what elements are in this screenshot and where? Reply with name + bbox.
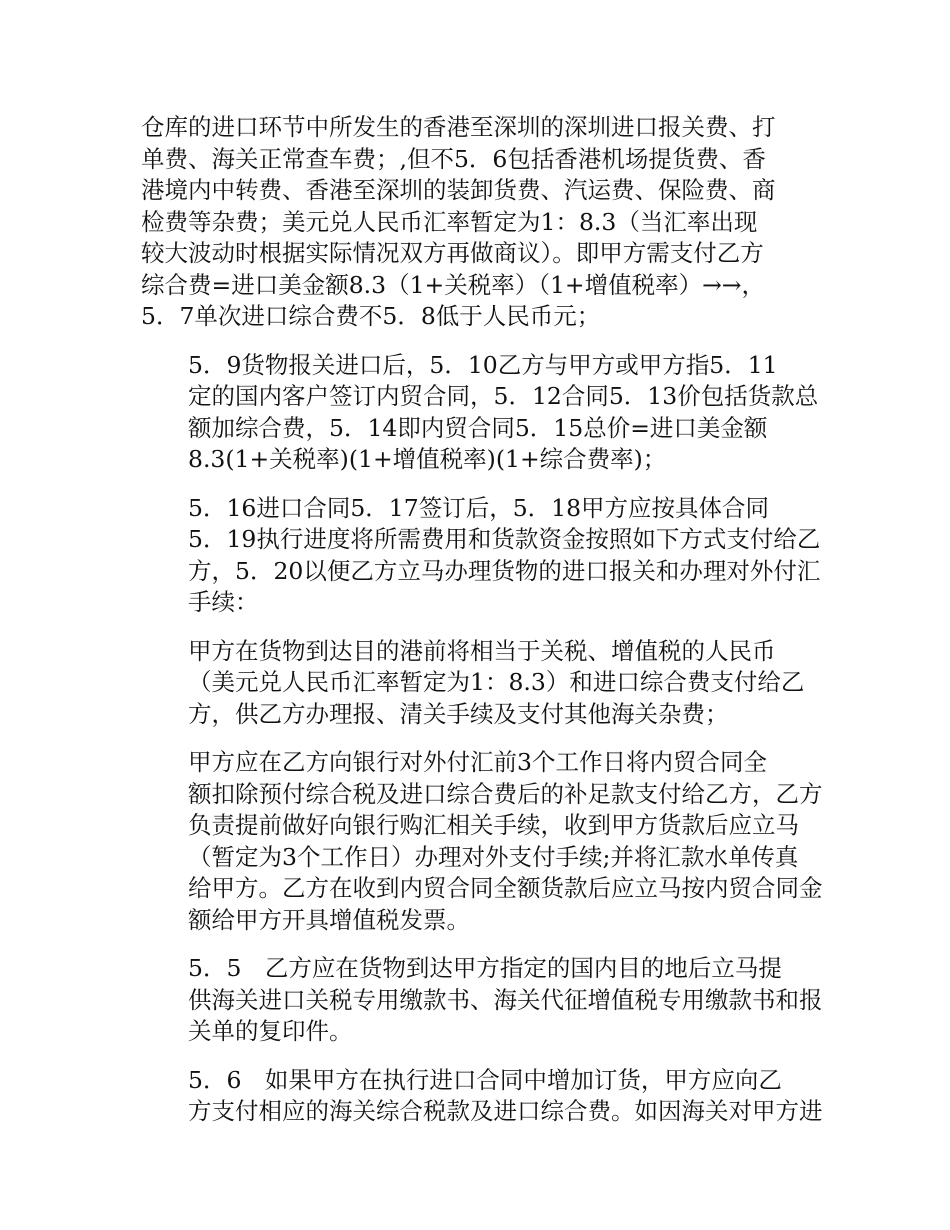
text-line: 5．6 如果甲方在执行进口合同中增加订货，甲方应向乙 xyxy=(188,1065,782,1094)
text-line: 港境内中转费、香港至深圳的装卸货费、汽运费、保险费、商 xyxy=(141,176,776,204)
text-line: （暂定为3个工作日）办理对外支付手续;并将汇款水单传真 xyxy=(188,842,799,871)
text-line: 定的国内客户签订内贸合同，5．12合同5．13价包括货款总 xyxy=(188,382,819,410)
text-line: 供海关进口关税专用缴款书、海关代征增值税专用缴款书和报 xyxy=(188,985,823,1014)
text-line: 手续： xyxy=(188,588,259,616)
text-line: 8.3(1+关税率)(1+增值税率)(1+综合费率)； xyxy=(188,445,667,473)
text-line: 综合费=进口美金额8.3（1+关税率）（1+增值税率）→→， xyxy=(141,270,765,299)
text-line: 额加综合费，5．14即内贸合同5．15总价=进口美金额 xyxy=(188,413,768,442)
text-line: 额扣除预付综合税及进口综合费后的补足款支付给乙方，乙方 xyxy=(188,779,823,808)
text-line: 仓库的进口环节中所发生的香港至深圳的深圳进口报关费、打 xyxy=(141,113,776,141)
text-line: 5．16进口合同5．17签订后，5．18甲方应按具体合同 xyxy=(188,493,770,522)
text-line: 给甲方。乙方在收到内贸合同全额货款后应立马按内贸合同金 xyxy=(188,874,823,902)
paragraph-balance-payment xyxy=(141,747,823,936)
text-line: 方，供乙方办理报、清关手续及支付其他海关杂费； xyxy=(188,699,729,728)
paragraph-tax-prepayment xyxy=(141,636,813,731)
text-line: （美元兑人民币汇率暂定为1：8.3）和进口综合费支付给乙 xyxy=(188,668,805,696)
text-line: 5．19执行进度将所需费用和货款资金按照如下方式支付给乙 xyxy=(188,525,821,553)
text-line: 额给甲方开具增值税发票。 xyxy=(188,905,470,934)
paragraph-fees-continued xyxy=(141,112,813,333)
paragraph-payment-method xyxy=(141,493,821,619)
text-line: 方支付相应的海关综合税款及进口综合费。如因海关对甲方进 xyxy=(188,1097,823,1125)
text-line: 5．7单次进口综合费不5．8低于人民币元； xyxy=(141,302,601,330)
paragraph-domestic-contract xyxy=(141,350,819,476)
text-line: 甲方在货物到达目的港前将相当于关税、增值税的人民币 xyxy=(188,636,776,665)
text-line: 方，5．20以便乙方立马办理货物的进口报关和办理对外付汇 xyxy=(188,556,821,585)
text-line: 5．9货物报关进口后，5．10乙方与甲方或甲方指5．11 xyxy=(188,350,778,379)
text-line: 5．5 乙方应在货物到达甲方指定的国内目的地后立马提 xyxy=(188,954,782,982)
text-line: 较大波动时根据实际情况双方再做商议）。即甲方需支付乙方 xyxy=(141,239,764,267)
text-line: 单费、海关正常查车费；,但不5．6包括香港机场提货费、香 xyxy=(141,144,766,173)
text-line: 甲方应在乙方向银行对外付汇前3个工作日将内贸合同全 xyxy=(188,748,767,776)
text-line: 检费等杂费；美元兑人民币汇率暂定为1：8.3（当汇率出现 xyxy=(141,207,758,236)
text-line: 关单的复印件。 xyxy=(188,1017,353,1045)
paragraph-clause-5-5 xyxy=(141,953,823,1048)
text-line: 负责提前做好向银行购汇相关手续，收到甲方货款后应立马 xyxy=(188,811,799,839)
document-body xyxy=(141,112,823,1145)
paragraph-clause-5-6 xyxy=(141,1065,823,1128)
